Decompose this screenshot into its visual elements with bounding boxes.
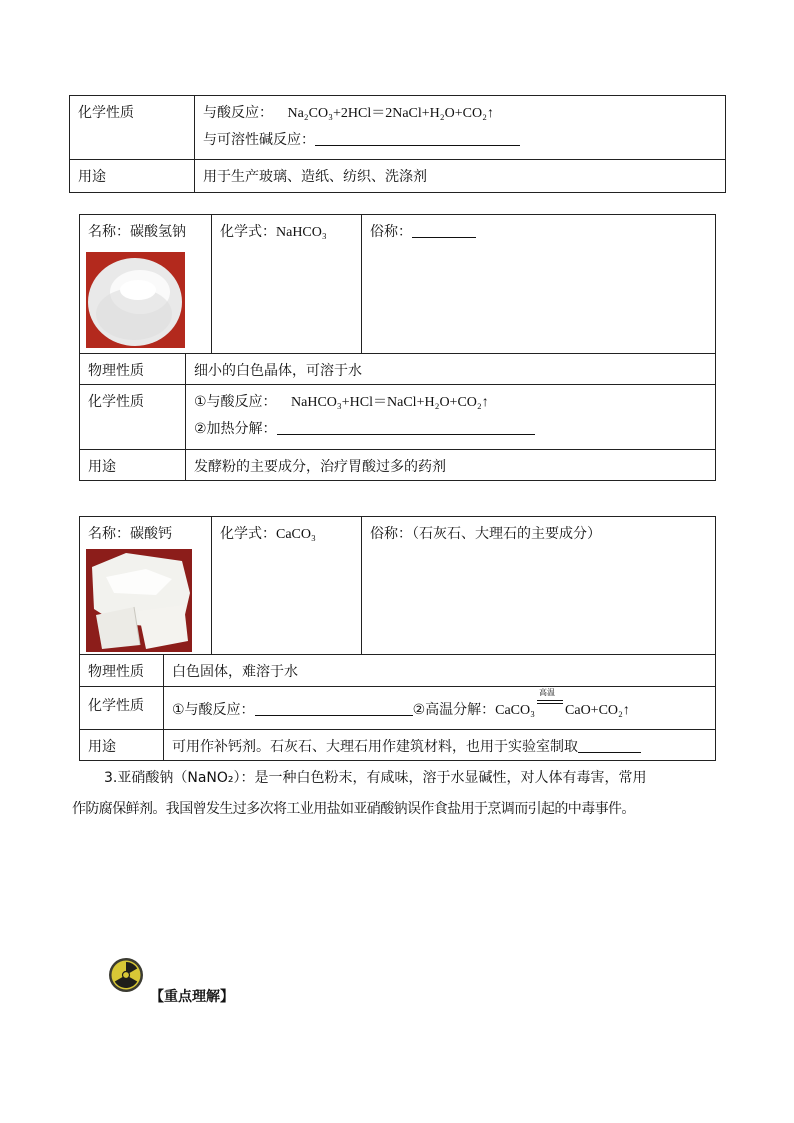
sodium-bicarbonate-photo [86,252,185,348]
use-label: 用途 [70,160,195,193]
physical-property-value: 白色固体，难溶于水 [164,655,716,687]
sodium-bicarbonate-table [79,214,716,481]
use-value: 发酵粉的主要成分，治疗胃酸过多的药剂 [186,450,716,481]
chem-property-value [164,687,716,730]
physical-property-label: 物理性质 [80,655,164,687]
compound-name: 名称：碳酸氢钠 [88,224,186,240]
base-reaction-label: 与可溶性碱反应： [203,132,315,148]
physical-property-value: 细小的白色晶体，可溶于水 [186,354,716,385]
chem-property-label: 化学性质 [80,687,164,730]
formula-cell [212,215,362,354]
radiation-icon [108,957,144,993]
condition-text: 高温 [539,688,556,697]
physical-property-label: 物理性质 [80,354,186,385]
common-name-label: 俗称： [370,224,412,240]
chem-property-value [186,385,716,450]
acid-reaction-label: ①与酸反应： [172,702,255,718]
formula-value: NaHCO₃ [276,225,327,240]
use-label: 用途 [80,450,186,481]
equation-right: CaO+CO₂↑ [565,703,630,718]
name-cell [80,215,212,354]
formula-value: CaCO₃ [276,527,316,542]
section-title: 【重点理解】 [150,989,234,1005]
common-name-cell [362,517,716,655]
calcium-carbonate-table [79,516,716,761]
acid-reaction-blank[interactable] [255,699,413,716]
common-name-blank[interactable] [412,221,476,238]
chem-property-label: 化学性质 [80,385,186,450]
heat-decomposition-blank[interactable] [277,418,535,435]
common-name-cell [362,215,716,354]
use-label: 用途 [80,730,164,761]
nitrite-paragraph-line1: 3.亚硝酸钠（NaNO₂）：是一种白色粉末，有咸味，溶于水显碱性，对人体有毒害，常用 [104,770,647,786]
use-value [164,730,716,761]
chem-property-label: 化学性质 [70,96,195,160]
use-text: 可用作补钙剂。石灰石、大理石用作建筑材料，也用于实验室制取 [172,739,578,755]
use-value: 用于生产玻璃、造纸、纺织、洗涤剂 [195,160,726,193]
heat-decomposition-label: ②加热分解： [194,421,277,437]
nitrite-paragraph-line2: 作防腐保鲜剂。我国曾发生过多次将工业用盐如亚硝酸钠误作食盐用于烹调而引起的中毒事件。 [72,801,635,817]
acid-reaction-equation: NaHCO₃+HCl＝NaCl+H₂O+CO₂↑ [291,395,489,410]
compound-name: 名称：碳酸钙 [88,526,172,542]
formula-label: 化学式： [220,224,276,240]
base-reaction-blank[interactable] [315,129,520,146]
reaction-condition [537,688,563,714]
acid-reaction-label: ①与酸反应： [194,394,277,410]
chem-property-value [195,96,726,160]
acid-reaction-equation: Na₂CO₃+2HCl＝2NaCl+H₂O+CO₂↑ [287,106,494,121]
calcium-carbonate-photo [86,549,192,652]
equation-left: CaCO₃ [495,703,536,718]
formula-label: 化学式： [220,526,276,542]
name-cell [80,517,212,655]
formula-cell [212,517,362,655]
common-name: 俗称：（石灰石、大理石的主要成分） [370,526,601,542]
high-temp-decomposition-label: ②高温分解： [412,702,496,718]
use-blank[interactable] [578,736,641,753]
sodium-carbonate-table [69,95,726,193]
acid-reaction-label: 与酸反应： [203,105,273,121]
